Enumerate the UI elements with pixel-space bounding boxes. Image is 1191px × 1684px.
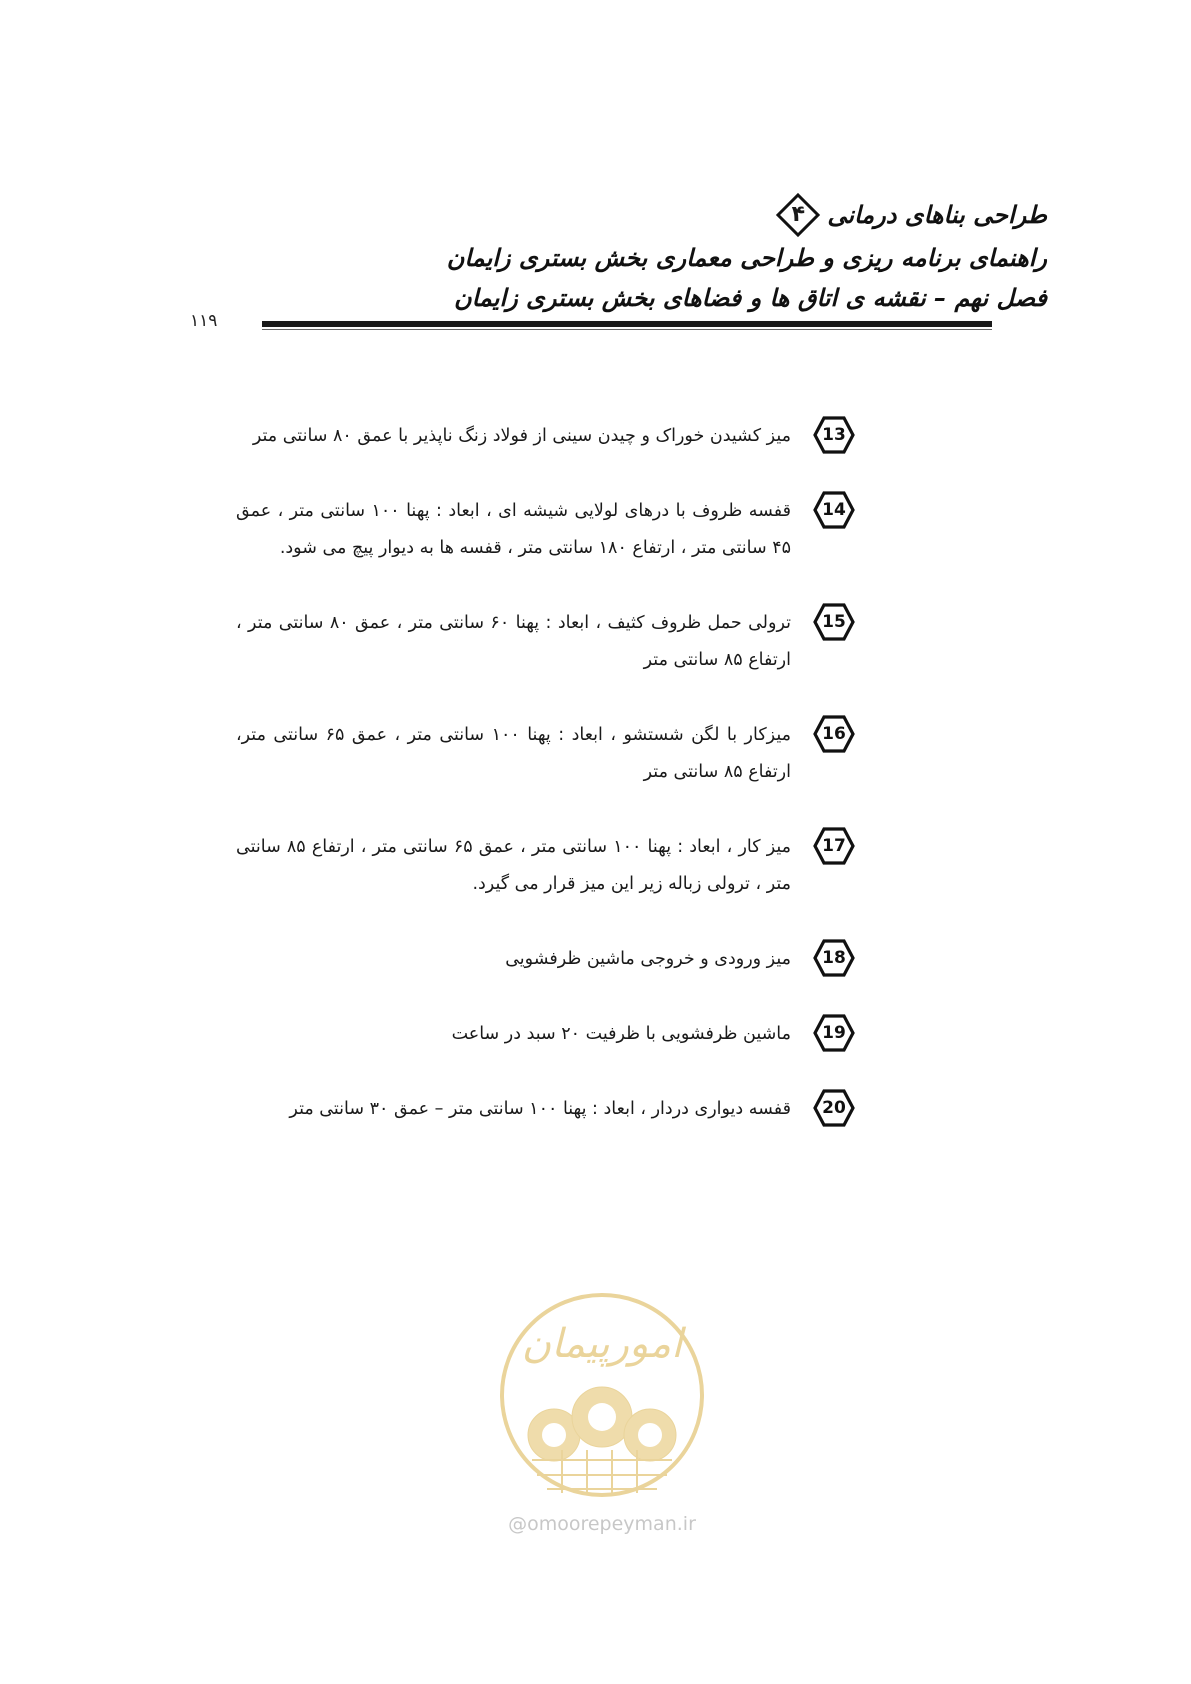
page-number: ۱۱۹ [190,311,218,331]
chapter-title: فصل نهم – نقشه ی اتاق ها و فضاهای بخش بستری زایمان [453,284,1047,312]
watermark-logo-text: امورپیمان [521,1321,683,1367]
list-item [236,1016,856,1053]
item-number: 14 [822,500,846,520]
item-number-badge [813,416,855,454]
guide-title: راهنمای برنامه ریزی و طراحی معماری بخش بستری زایمان [446,244,1047,272]
item-text: میز کشیدن خوراک و چیدن سینی از فولاد زنگ ناپذیر با عمق ۸۰ سانتی متر [252,426,791,446]
series-title: طراحی بناهای درمانی [827,201,1047,229]
item-text: میز ورودی و خروجی ماشین ظرفشویی [505,949,791,969]
item-text: قفسه ظروف با درهای لولایی شیشه ای ، ابعاد : پهنا ۱۰۰ سانتی متر ، عمق ۴۵ سانتی متر ، ارتفاع ۱۸۰ سانتی متر ، قفسه ها به دیوار پیچ می شود. [236,501,791,558]
item-text: قفسه دیواری دردار ، ابعاد : پهنا ۱۰۰ سانتی متر – عمق ۳۰ سانتی متر [289,1099,791,1119]
list-item [236,1091,856,1128]
item-number: 15 [822,612,846,632]
series-title-line [407,192,1047,238]
item-number-badge [813,939,855,977]
list-item [236,418,856,455]
item-number-badge [813,715,855,753]
list-item [236,717,856,791]
watermark-url: @omoorepeyman.ir [508,1513,696,1535]
volume-number: ۴ [791,202,806,227]
item-number: 18 [822,948,846,968]
item-text: میزکار با لگن شستشو ، ابعاد : پهنا ۱۰۰ سانتی متر ، عمق ۶۵ سانتی متر، ارتفاع ۸۵ سانتی متر [236,725,791,782]
item-number: 17 [822,836,846,856]
item-number-badge [813,491,855,529]
header-rule [262,321,992,327]
item-number-badge [813,827,855,865]
item-number: 20 [822,1098,846,1118]
document-header [407,192,1047,318]
list-item [236,829,856,903]
list-item [236,493,856,567]
item-number-badge [813,603,855,641]
item-text: میز کار ، ابعاد : پهنا ۱۰۰ سانتی متر ، عمق ۶۵ سانتی متر ، ارتفاع ۸۵ سانتی متر ، ترولی زباله زیر این میز قرار می گیرد. [236,837,791,894]
item-number: 16 [822,724,846,744]
item-number-badge [813,1014,855,1052]
item-number-badge [813,1089,855,1127]
gears-logo-icon [492,1285,712,1510]
watermark-logo [492,1285,712,1535]
header-rule-thin [262,329,992,330]
list-item [236,605,856,679]
list-item [236,941,856,978]
volume-badge [775,192,821,238]
item-text: ترولی حمل ظروف کثیف ، ابعاد : پهنا ۶۰ سانتی متر ، عمق ۸۰ سانتی متر ، ارتفاع ۸۵ سانتی متر [236,613,791,670]
item-number: 13 [822,425,846,445]
item-text: ماشین ظرفشویی با ظرفیت ۲۰ سبد در ساعت [451,1024,791,1044]
equipment-list [236,418,856,1166]
item-number: 19 [822,1023,846,1043]
